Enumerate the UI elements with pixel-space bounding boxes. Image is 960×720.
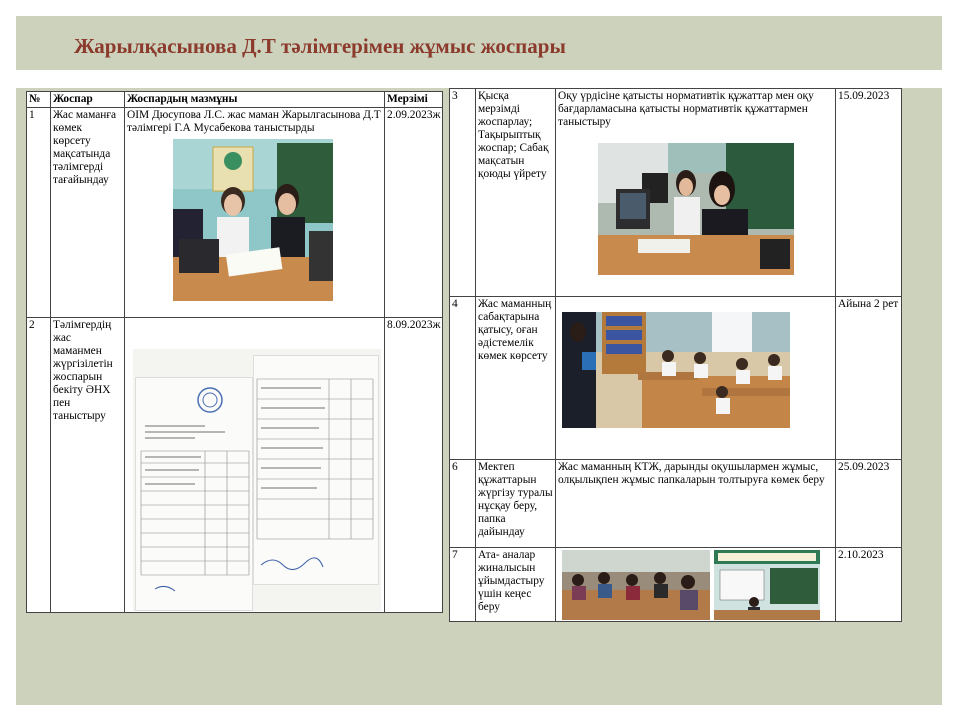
document-table-lines bbox=[133, 349, 381, 611]
row-number: 1 bbox=[27, 108, 51, 318]
col-header-plan: Жоспар bbox=[51, 92, 125, 108]
row-date: 25.09.2023 bbox=[836, 460, 902, 548]
row-plan: Тәлімгердің жас маманмен жүргізілетін жоспарын бекіту ӘНХ пен таныстыру bbox=[51, 318, 125, 613]
col-header-date: Мерзімі bbox=[385, 92, 443, 108]
row-plan: Жас маманның сабақтарына қатысу, оған әдістемелік көмек көрсету bbox=[476, 297, 556, 460]
row-content bbox=[556, 297, 836, 460]
table-row bbox=[450, 89, 902, 297]
photo-teachers-at-computer bbox=[598, 143, 794, 275]
row-content-text: Оқу үрдісіне қатысты нормативтік құжаттар мен оқу бағдарламасына қатысты нормативтік құжаттармен таныстыру bbox=[558, 90, 814, 128]
row-date: 2.09.2023ж bbox=[385, 108, 443, 318]
table-header-row bbox=[27, 92, 443, 108]
row-date: 15.09.2023 bbox=[836, 89, 902, 297]
row-content bbox=[125, 318, 385, 613]
row-content bbox=[556, 548, 836, 622]
row-plan: Қысқа мерзімді жоспарлау; Тақырыптық жоспар; Сабақ мақсатын қоюды үйрету bbox=[476, 89, 556, 297]
plan-table-right bbox=[449, 88, 902, 622]
header-white-band bbox=[16, 70, 942, 88]
photo-classroom-lesson bbox=[562, 312, 790, 428]
row-number: 7 bbox=[450, 548, 476, 622]
row-date: Айына 2 рет bbox=[836, 297, 902, 460]
scanned-plan-document bbox=[133, 349, 381, 611]
table-row bbox=[450, 460, 902, 548]
row-number: 4 bbox=[450, 297, 476, 460]
table-row bbox=[27, 108, 443, 318]
table-row bbox=[27, 318, 443, 613]
photo-parents-meeting bbox=[562, 550, 710, 620]
row-number: 6 bbox=[450, 460, 476, 548]
page-title: Жарылқасынова Д.Т тәлімгерімен жұмыс жоспары bbox=[74, 34, 566, 58]
row-plan: Мектеп құжаттарын жүргізу туралы нұсқау беру, папка дайындау bbox=[476, 460, 556, 548]
photo-classroom-board bbox=[714, 550, 820, 620]
photo-two-teachers-at-desk bbox=[173, 139, 333, 301]
row-number: 2 bbox=[27, 318, 51, 613]
table-row bbox=[450, 548, 902, 622]
row-date: 2.10.2023 bbox=[836, 548, 902, 622]
row-plan: Жас маманға көмек көрсету мақсатында тәлімгерді тағайындау bbox=[51, 108, 125, 318]
row-date: 8.09.2023ж bbox=[385, 318, 443, 613]
row-number: 3 bbox=[450, 89, 476, 297]
row-content bbox=[125, 108, 385, 318]
plan-table-left bbox=[26, 91, 443, 613]
col-header-number: № bbox=[27, 92, 51, 108]
table-row bbox=[450, 297, 902, 460]
photo-pair bbox=[562, 550, 833, 620]
row-plan: Ата- аналар жиналысын ұйымдастыру үшін кеңес беру bbox=[476, 548, 556, 622]
row-content: Жас маманның КТЖ, дарынды оқушылармен жұмыс, олқылықпен жұмыс папкаларын толтыруға көмек беру bbox=[556, 460, 836, 548]
row-content-text: ОІМ Дюсупова Л.С. жас маман Жарылгасынова Д.Т тәлімгері Г.А Мусабекова таныстырды bbox=[127, 109, 381, 134]
row-content bbox=[556, 89, 836, 297]
col-header-content: Жоспардың мазмұны bbox=[125, 92, 385, 108]
